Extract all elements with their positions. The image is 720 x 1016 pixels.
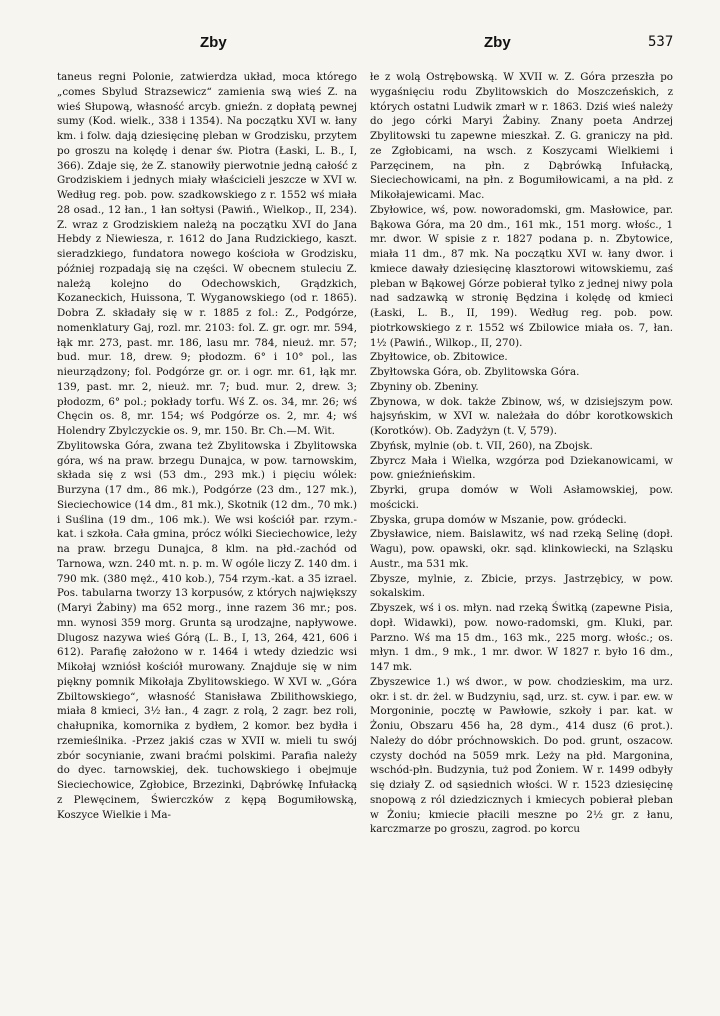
paragraph: Zbylitowska Góra, zwana też Zbylitowska i Zbylitowska góra, wś na praw. brzegu Dunajca, w pow. tarnowskim, składa się z wsi (53 dm., 293 mk.) i pięciu wólek: Burzyna (17 dm., 86 mk.), Podgórze (23 dm., 127 mk.), Sieciechowice (14 dm., 81 mk.), Skotnik (12 dm., 70 mk.) i Suślina (19 dm., 106 mk.). We wsi kościół par. rzym.-kat. i szkoła. Cała gmina, prócz wólki Sieciechowice, leży na praw. brzegu Dunajca, 8 klm. na płd.-zachód od Tarnowa, wzn. 240 mt. n. p. m. W ogóle liczy Z. 140 dm. i 790 mk. (380 męż., 410 kob.), 754 rzym.-kat. a 35 izrael. Pos. tabularna tworzy 13 korpusów, z których największy (Maryi Żabiny) ma 652 morg., inne razem 36 mr.; pos. mn. wynosi 359 morg. Grunta są urodzajne, napływowe. Dlugosz nazywa wieś Górą (L. B., I, 13, 264, 421, 606 i 612). Parafię założono w r. 1464 i wtedy dziedzic wsi Mikołaj wzniósł kościół murowany. Znajduje się w nim piękny pomnik Mikołaja Zbylitowskiego. W XVI w. „Góra Zbiltowskiego“, własność Stanisława Zbilithowskiego, miała 8 kmieci, 3½ łan., 4 zagr. z rolą, 2 zagr. bez roli, chałupnika, komornika z bydłem, 2 komor. bez bydła i rzemieślnika. -Przez jakiś czas w XVII w. mieli tu swój zbór socynianie, zwani braćmi polskimi. Parafia należy do dyec. tarnowskiej, dek. tuchowskiego i obejmuje Sieciechowice, Zgłobice, Brzezinki, Dąbrówkę Infułacką z Plewęcinem, Świerczków z kępą Bogumiłowską, Koszyce Wielkie i Ma-	[57, 439, 357, 821]
running-header-center: Zby	[484, 34, 511, 51]
running-header-left: Zby	[200, 34, 227, 51]
paragraph: łe z wolą Ostrębowską. W XVII w. Z. Góra przeszła po wygaśnięciu rodu Zbylitowskich do Moszczeńskich, z których ostatni Ludwik zmarł w r. 1863. Dziś wieś należy do jego córki Maryi Żabiny. Znany poeta Andrzej Zbylitowski tu zapewne mieszkał. Z. G. graniczy na płd. ze Zgłobicami, na wsch. z Koszycami Wielkiemi i Parzęcinem, na płn. z Dąbrówką Infułacką, Sieciechowicami, na płn. z Bogumiłowicami, a na płd. z Mikołajewicami. Mac.	[370, 71, 673, 201]
paragraph: Zbyszek, wś i os. młyn. nad rzeką Świtką (zapewne Pisia, dopł. Widawki), pow. nowo-radomski, gm. Kluki, par. Parzno. Wś ma 15 dm., 163 mk., 225 morg. włośc.; os. młyn. 1 dm., 9 mk., 1 mr. dwor. W 1827 r. było 16 dm., 147 mk.	[370, 602, 673, 673]
paragraph: Zbynowa, w dok. także Zbinow, wś, w dzisiejszym pow. hajsyńskim, w XVI w. należała do dóbr korotkowskich (Korotków). Ob. Zadyżyn (t. V, 579).	[370, 395, 673, 437]
page-number: 537	[648, 34, 674, 50]
paragraph: Zbyniny ob. Zbeniny.	[370, 380, 479, 393]
right-column	[370, 70, 673, 837]
left-column	[57, 70, 357, 822]
paragraph: taneus regni Polonie, zatwierdza układ, moca którego „comes Sbylud Strazsewicz“ zamienia swą wieś Z. na wieś Słupową, własność arcyb. gnieźn. z dopłatą pewnej sumy (Kod. wielk., 338 i 1354). Na początku XVI w. łany km. i folw. dają dziesięcinę pleban w Grodzisku, przytem po groszu na kolędę i denar św. Piotra (Łaski, L. B., I, 366). Zdaje się, że Z. stanowiły pierwotnie jedną całość z Grodziskiem i jednych miały właścicieli jeszcze w XVI w. Według reg. pob. pow. szadkowskiego z r. 1552 wś miała 28 osad., 12 łan., 1 łan sołtysi (Pawiń., Wielkop., II, 234). Z. wraz z Grodziskiem należą na początku XVI do Jana Hebdy z Niewiesza, r. 1612 do Jana Rudzickiego, kaszt. sieradzkiego, fundatora nowego kościoła w Grodzisku, później rozpadają się na części. W obecnem stuleciu Z. należą kolejno do Odechowskich, Grądzkich, Kozaneckich, Huissona, T. Wyganowskiego (od r. 1865). Dobra Z. składały się w r. 1885 z fol.: Z., Podgórze, nomenklatury Gaj, rozl. mr. 2103: fol. Z. gr. ogr. mr. 594, łąk mr. 273, past. mr. 186, lasu mr. 784, nieuż. mr. 57; bud. mur. 18, drew. 9; płodozm. 6° i 10° pol., las nieurządzony; fol. Podgórze gr. or. i ogr. mr. 61, łąk mr. 139, past. mr. 2, nieuż. mr. 7; bud. mur. 2, drew. 3; płodozm, 6° pol.; pokłady torfu. Wś Z. os. 34, mr. 26; wś Chęcin os. 8, mr. 154; wś Podgórze os. 2, mr. 4; wś Holendry Zbylczyckie os. 9, mr. 150. Br. Ch.—M. Wit.	[57, 71, 357, 437]
paragraph: Zbyłowice, wś, pow. noworadomski, gm. Masłowice, par. Bąkowa Góra, ma 20 dm., 161 mk., 151 morg. włośc., 1 mr. dwor. W spisie z r. 1827 podana p. n. Zbytowice, miała 11 dm., 87 mk. Na początku XVI w. łany dwor. i kmiece dawały dziesięcinę klasztorowi witowskiemu, zaś pleban w Bąkowej Górze pobierał tylko z jednej niwy pola nad sadzawką w stronię Będzina i kolędę od kmieci (Łaski, L. B., II, 199). Według reg. pob. pow. piotrkowskiego z r. 1552 wś Zbilowice miała os. 7, łan. 1½ (Pawiń., Wilkop., II, 270).	[370, 203, 673, 349]
paragraph: Zbyszewice 1.) wś dwor., w pow. chodzieskim, ma urz. okr. i st. dr. żel. w Budzyniu, sąd, urz. st. cyw. i par. ew. w Morgoninie, pocztę w Pawłowie, szkoły i par. kat. w Żoniu, Obszaru 456 ha, 28 dym., 414 dusz (6 prot.). Należy do dóbr próchnowskich. Do pod. grunt, oszacow. czysty dochód na 5059 mrk. Leży na płd. Margonina, wschód-płn. Budzynia, tuż pod Żoniem. W r. 1499 odbyły się działy Z. od sąsiednich włości. W r. 1523 dziesięcinę snopową z ról dziedzicznych i kmiecych pobierał pleban w Żoniu; kmiecie płacili meszne po 2½ gr. z łanu, karczmarze po groszu, zagrod. po korcu	[370, 675, 673, 836]
paragraph: Zbyńsk, mylnie (ob. t. VII, 260), na Zbojsk.	[370, 439, 593, 452]
paragraph: Zbyłtowska Góra, ob. Zbylitowska Góra.	[370, 366, 580, 378]
paragraph: Zbysze, mylnie, z. Zbicie, przys. Jastrzębicy, w pow. sokalskim.	[370, 572, 673, 600]
paragraph: Zbyłtowice, ob. Zbitowice.	[370, 351, 508, 364]
paragraph: Zbyska, grupa domów w Mszanie, pow. gródecki.	[370, 513, 627, 526]
paragraph: Zbysławice, niem. Baislawitz, wś nad rzeką Selinę (dopł. Wagu), pow. opawski, okr. sąd. klinkowiecki, na Szląsku Austr., ma 531 mk.	[370, 528, 673, 570]
paragraph: Zbyrcz Mała i Wielka, wzgórza pod Dziekanowicami, w pow. gnieźnieńskim.	[370, 454, 673, 482]
paragraph: Zbyrki, grupa domów w Woli Asłamowskiej, pow. mościcki.	[370, 484, 673, 511]
